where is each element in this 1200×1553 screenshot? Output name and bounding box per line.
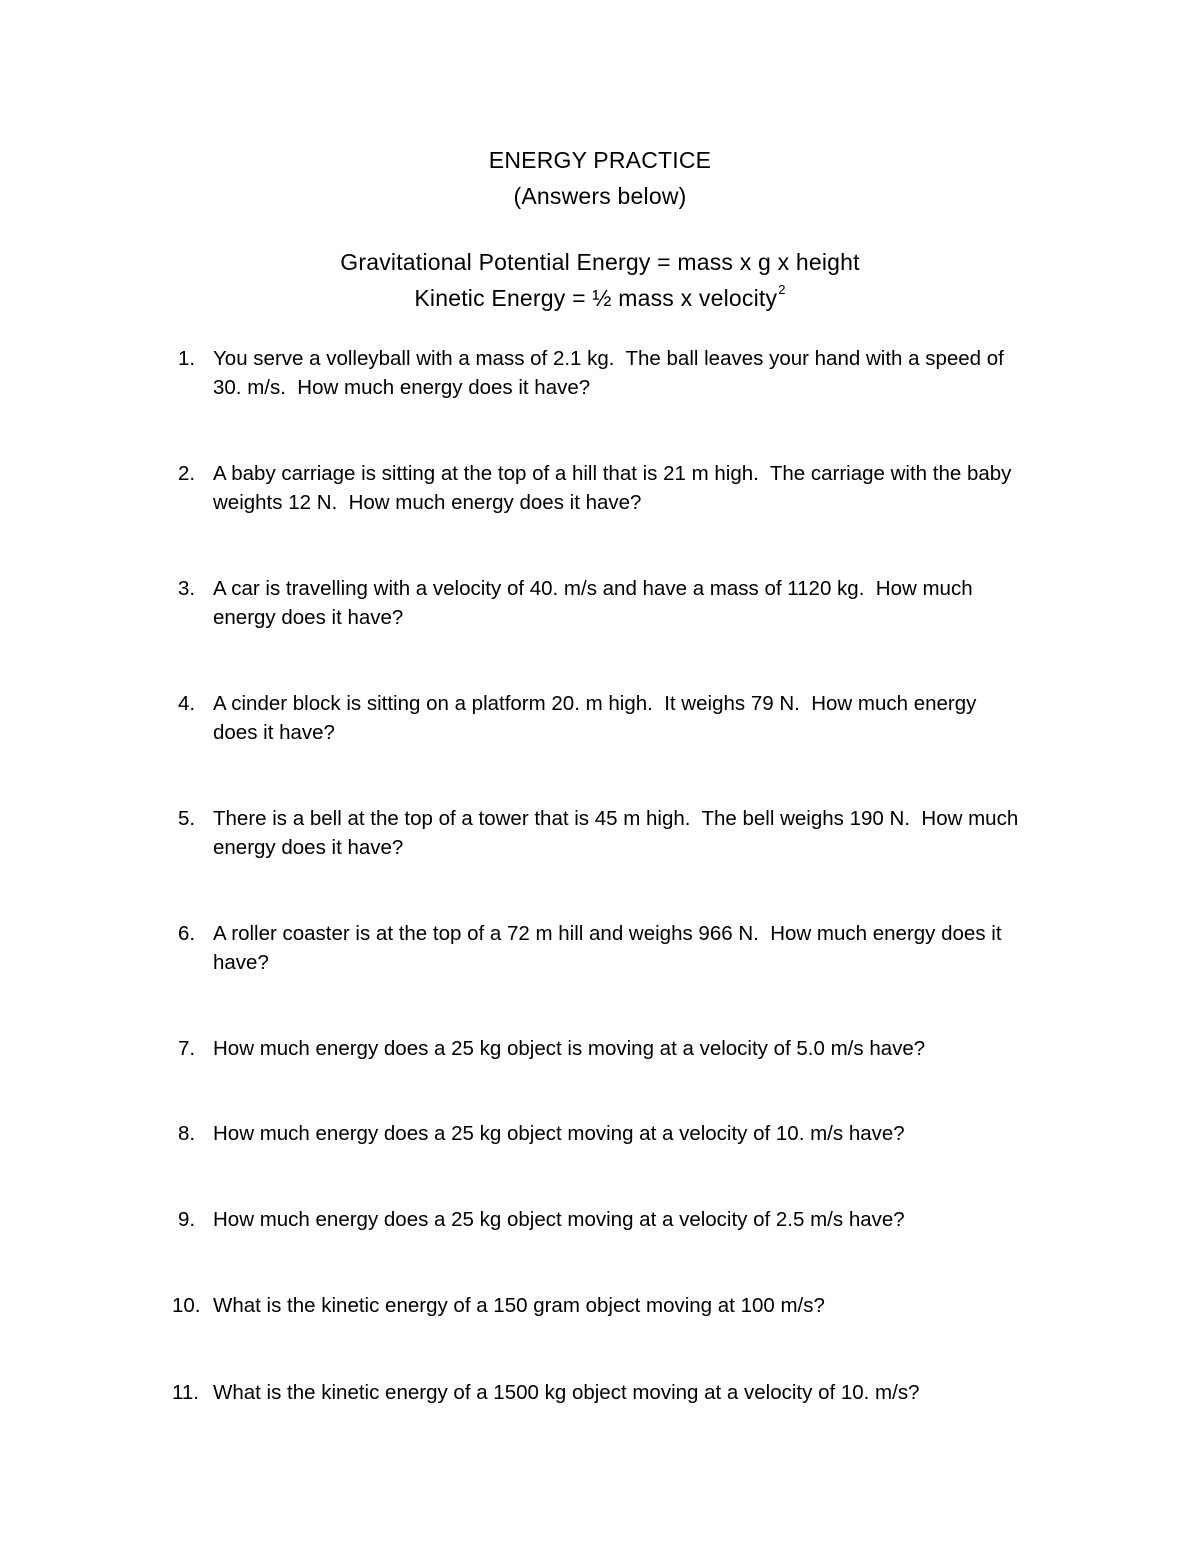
question-7 bbox=[178, 1034, 1078, 1063]
page-title: ENERGY PRACTICE bbox=[488, 147, 712, 173]
question-10 bbox=[172, 1291, 1078, 1320]
question-6 bbox=[178, 919, 1078, 977]
question-number: 5. bbox=[178, 807, 196, 830]
question-3 bbox=[178, 574, 1078, 632]
question-text-line-2: have? bbox=[213, 951, 269, 974]
question-text-line-2: energy does it have? bbox=[213, 606, 404, 629]
question-text-line-2: 30. m/s. How much energy does it have? bbox=[213, 376, 591, 399]
question-4 bbox=[178, 689, 1078, 747]
kinetic-energy-formula-text: Kinetic Energy = ½ mass x velocity bbox=[414, 285, 778, 311]
question-number: 11. bbox=[172, 1381, 199, 1404]
question-1 bbox=[178, 344, 1078, 402]
question-8 bbox=[178, 1119, 1078, 1148]
question-text-line-1: How much energy does a 25 kg object moving at a velocity of 10. m/s have? bbox=[213, 1122, 905, 1145]
kinetic-energy-exponent: 2 bbox=[778, 282, 786, 297]
question-number: 8. bbox=[178, 1122, 196, 1145]
question-number: 2. bbox=[178, 462, 196, 485]
question-text-line-1: A cinder block is sitting on a platform 20. m high. It weighs 79 N. How much energy bbox=[213, 692, 977, 715]
question-number: 6. bbox=[178, 922, 196, 945]
question-text-line-1: You serve a volleyball with a mass of 2.1 kg. The ball leaves your hand with a speed of bbox=[213, 347, 1004, 370]
question-number: 3. bbox=[178, 577, 196, 600]
gravitational-potential-energy-formula: Gravitational Potential Energy = mass x g x height bbox=[340, 249, 860, 275]
question-number: 7. bbox=[178, 1037, 196, 1060]
kinetic-energy-formula bbox=[0, 282, 1200, 318]
question-5 bbox=[178, 804, 1078, 862]
question-text-line-2: weights 12 N. How much energy does it have? bbox=[213, 491, 642, 514]
question-text-line-1: A roller coaster is at the top of a 72 m hill and weighs 966 N. How much energy does it bbox=[213, 922, 1002, 945]
question-number: 9. bbox=[178, 1208, 196, 1231]
question-text-line-1: What is the kinetic energy of a 1500 kg object moving at a velocity of 10. m/s? bbox=[213, 1381, 920, 1404]
question-text-line-1: How much energy does a 25 kg object is moving at a velocity of 5.0 m/s have? bbox=[213, 1037, 926, 1060]
question-2 bbox=[178, 459, 1078, 517]
question-11 bbox=[172, 1378, 1078, 1407]
question-text-line-1: There is a bell at the top of a tower that is 45 m high. The bell weighs 190 N. How much bbox=[213, 807, 1019, 830]
question-text-line-1: A car is travelling with a velocity of 40. m/s and have a mass of 1120 kg. How much bbox=[213, 577, 973, 600]
question-number: 1. bbox=[178, 347, 196, 370]
question-text-line-2: does it have? bbox=[213, 721, 335, 744]
page-subtitle: (Answers below) bbox=[513, 183, 687, 209]
question-text-line-1: What is the kinetic energy of a 150 gram object moving at 100 m/s? bbox=[213, 1294, 825, 1317]
question-9 bbox=[178, 1205, 1078, 1234]
question-text-line-1: How much energy does a 25 kg object moving at a velocity of 2.5 m/s have? bbox=[213, 1208, 905, 1231]
question-number: 4. bbox=[178, 692, 196, 715]
question-text-line-1: A baby carriage is sitting at the top of a hill that is 21 m high. The carriage with the baby bbox=[213, 462, 1012, 485]
question-text-line-2: energy does it have? bbox=[213, 836, 404, 859]
question-number: 10. bbox=[172, 1294, 201, 1317]
